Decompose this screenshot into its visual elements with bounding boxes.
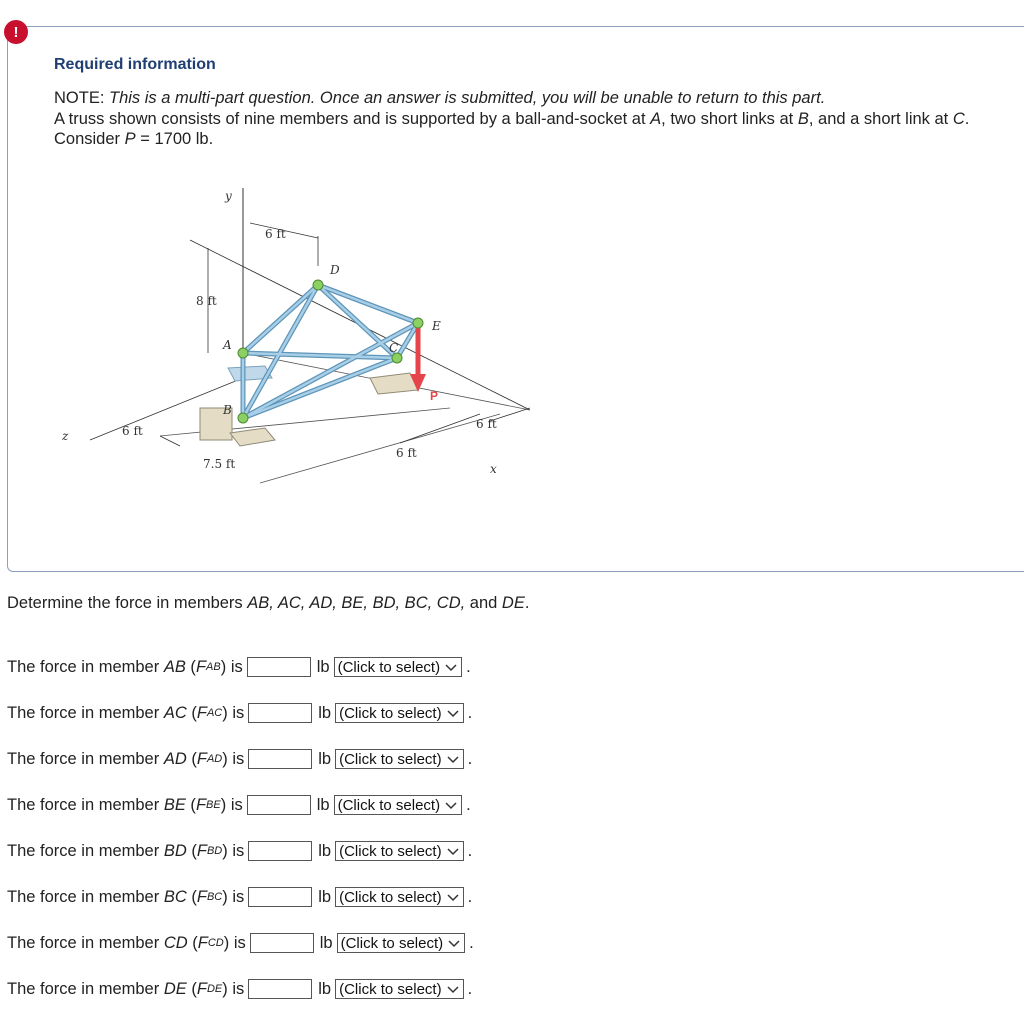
row-subscript: CD (207, 937, 224, 949)
row-is: is (232, 841, 245, 860)
row-prefix: The force in member (7, 933, 160, 952)
row-subscript: DE (206, 983, 223, 995)
answer-row-be: The force in member BE ( F BE ) is lb (Click to select) . (7, 795, 471, 814)
label-dim-top: 6 ft (265, 227, 286, 241)
row-subscript: BC (206, 891, 223, 903)
tension-compression-select-bc[interactable] (335, 887, 464, 907)
select-label: (Click to select) (337, 796, 441, 814)
row-f: F (196, 749, 207, 768)
tension-compression-select-de[interactable] (335, 979, 464, 999)
answer-row-de: The force in member DE ( F DE ) is lb (Click to select) . (7, 979, 473, 998)
answer-row-ab: The force in member AB ( F AB ) is lb (Click to select) . (7, 657, 471, 676)
select-label: (Click to select) (339, 980, 442, 998)
select-label: (Click to select) (339, 750, 442, 768)
force-input-ab[interactable] (247, 657, 311, 677)
row-period: . (466, 657, 471, 676)
row-f: F (196, 703, 207, 722)
select-label: (Click to select) (339, 888, 442, 906)
note-label: NOTE: (54, 89, 105, 107)
row-period: . (467, 841, 473, 860)
row-is: is (233, 933, 246, 952)
label-z: z (62, 429, 69, 443)
row-member: BE (163, 795, 186, 814)
row-prefix: The force in member (7, 887, 160, 906)
unit-label: lb (318, 979, 332, 998)
unit-label: lb (319, 933, 333, 952)
joint-a (238, 348, 248, 358)
answer-row-ac: The force in member AC ( F AC ) is lb (Click to select) . (7, 703, 473, 722)
force-input-cd[interactable] (250, 933, 314, 953)
row-period: . (467, 703, 473, 722)
alert-icon: ! (4, 20, 28, 44)
row-is: is (230, 657, 243, 676)
note-text: This is a multi-part question. Once an answer is submitted, you will be unable to return to this part. (109, 89, 826, 107)
force-input-bc[interactable] (248, 887, 312, 907)
chevron-down-icon (446, 706, 460, 720)
unit-label: lb (318, 703, 332, 722)
label-y: y (225, 189, 232, 203)
row-period: . (467, 887, 473, 906)
row-member: AC (163, 703, 187, 722)
label-dim-6ft-right: 6 ft (476, 417, 497, 431)
chevron-down-icon (446, 982, 460, 996)
answer-row-bd: The force in member BD ( F BD ) is lb (Click to select) . (7, 841, 473, 860)
label-joint-d: D (330, 263, 340, 277)
label-dim-8ft: 8 ft (196, 294, 217, 308)
row-period: . (467, 979, 473, 998)
label-joint-e: E (432, 319, 441, 333)
row-is: is (232, 749, 245, 768)
chevron-down-icon (444, 660, 458, 674)
row-subscript: AB (206, 661, 221, 673)
row-is: is (232, 979, 245, 998)
force-input-ad[interactable] (248, 749, 312, 769)
chevron-down-icon (446, 752, 460, 766)
label-x: x (490, 462, 497, 476)
tension-compression-select-ab[interactable] (334, 657, 463, 677)
joint-e (413, 318, 423, 328)
row-period: . (466, 795, 471, 814)
tension-compression-select-ad[interactable] (335, 749, 464, 769)
row-prefix: The force in member (7, 749, 160, 768)
row-f: F (195, 657, 207, 676)
select-label: (Click to select) (339, 842, 442, 860)
tension-compression-select-be[interactable] (334, 795, 463, 815)
chevron-down-icon (444, 798, 458, 812)
force-input-bd[interactable] (248, 841, 312, 861)
row-f: F (197, 933, 208, 952)
row-is: is (232, 703, 245, 722)
row-subscript: AC (206, 707, 223, 719)
force-input-be[interactable] (247, 795, 311, 815)
joint-d (313, 280, 323, 290)
row-member: AD (163, 749, 187, 768)
required-info-title: Required information (54, 56, 216, 73)
row-f: F (196, 887, 207, 906)
answer-row-cd: The force in member CD ( F CD ) is lb (Click to select) . (7, 933, 474, 952)
tension-compression-select-bd[interactable] (335, 841, 464, 861)
row-member: AB (163, 657, 186, 676)
force-input-de[interactable] (248, 979, 312, 999)
label-dim-6ft-bottom: 6 ft (396, 446, 417, 460)
row-prefix: The force in member (7, 657, 160, 676)
unit-label: lb (316, 657, 330, 676)
select-label: (Click to select) (339, 704, 442, 722)
label-dim-6ft-left: 6 ft (122, 424, 143, 438)
label-joint-c: C (389, 341, 399, 355)
question-text: Determine the force in members AB, AC, AD, BE, BD, BC, CD, and DE. (7, 594, 530, 612)
unit-label: lb (316, 795, 330, 814)
label-joint-a: A (223, 338, 232, 352)
row-prefix: The force in member (7, 703, 160, 722)
tension-compression-select-cd[interactable] (337, 933, 466, 953)
chevron-down-icon (447, 936, 461, 950)
unit-label: lb (318, 887, 332, 906)
row-f: F (195, 795, 207, 814)
row-period: . (469, 933, 474, 952)
row-subscript: BD (206, 845, 223, 857)
row-subscript: AD (206, 753, 223, 765)
row-member: DE (163, 979, 187, 998)
dim-left-line (160, 436, 180, 446)
joint-b (238, 413, 248, 423)
unit-label: lb (318, 749, 332, 768)
row-subscript: BE (206, 799, 221, 811)
tension-compression-select-ac[interactable] (335, 703, 464, 723)
chevron-down-icon (446, 844, 460, 858)
row-prefix: The force in member (7, 979, 160, 998)
select-label: (Click to select) (337, 658, 441, 676)
dim-bottom-line (400, 414, 480, 443)
row-f: F (196, 841, 207, 860)
row-is: is (230, 795, 243, 814)
label-joint-b: B (223, 403, 232, 417)
base-support-c (370, 373, 418, 394)
unit-label: lb (318, 841, 332, 860)
chevron-down-icon (446, 890, 460, 904)
row-is: is (232, 887, 245, 906)
row-prefix: The force in member (7, 795, 160, 814)
base-support-b (230, 428, 275, 446)
answer-row-bc: The force in member BC ( F BC ) is lb (Click to select) . (7, 887, 473, 906)
answer-row-ad: The force in member AD ( F AD ) is lb (Click to select) . (7, 749, 473, 768)
row-member: CD (163, 933, 188, 952)
base-line-2 (260, 414, 500, 483)
truss-figure (60, 178, 560, 498)
label-dim-7-5ft: 7.5 ft (203, 457, 236, 471)
row-period: . (467, 749, 473, 768)
problem-statement: NOTE: This is a multi-part question. Once an answer is submitted, you will be unable to return to this part. A truss shown consists of nine members and is supported by a ball-and-socket at A, two short links at B, and a short link at C. Consider P = 1700 lb. (54, 89, 970, 148)
force-input-ac[interactable] (248, 703, 312, 723)
select-label: (Click to select) (340, 934, 444, 952)
row-member: BD (163, 841, 187, 860)
row-f: F (196, 979, 207, 998)
label-load-p: P (430, 389, 439, 403)
row-member: BC (163, 887, 187, 906)
row-prefix: The force in member (7, 841, 160, 860)
